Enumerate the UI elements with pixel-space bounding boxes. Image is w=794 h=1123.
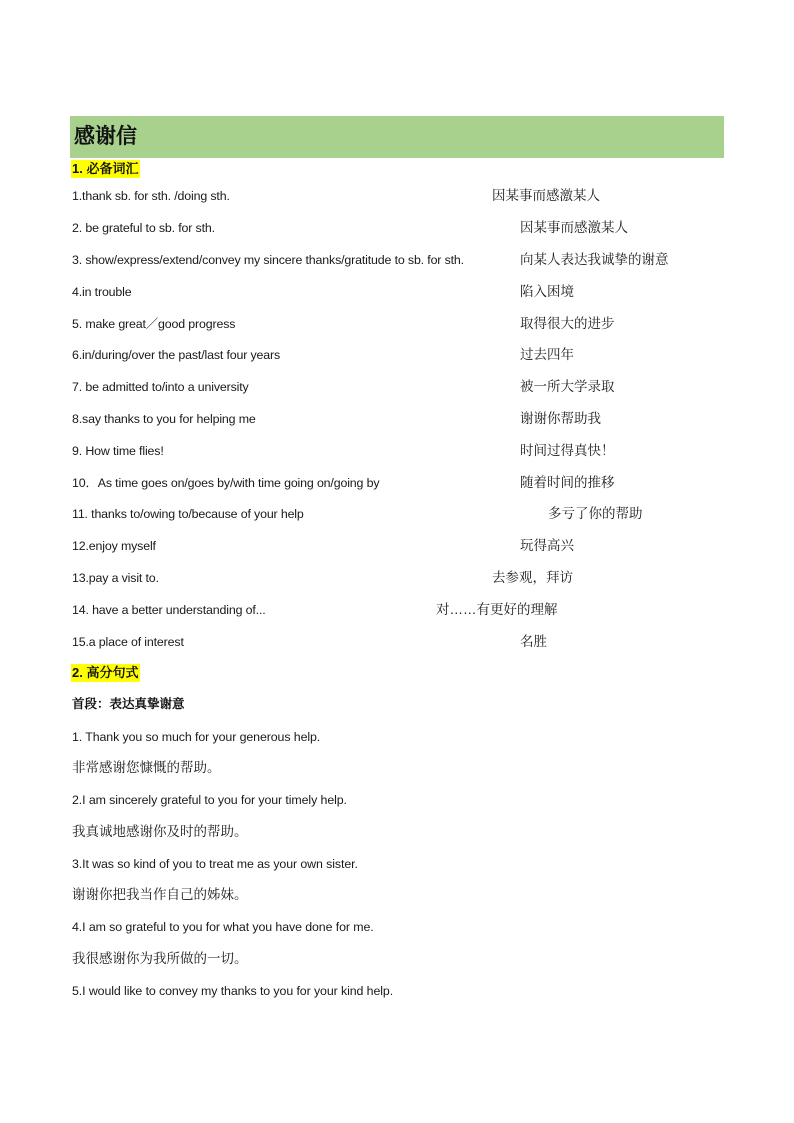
vocab-english: 2. be grateful to sb. for sth.: [72, 221, 215, 235]
vocab-english: 9. How time flies!: [72, 444, 164, 458]
vocab-english: 7. be admitted to/into a university: [72, 380, 249, 394]
vocab-chinese: 对……有更好的理解: [436, 602, 558, 617]
vocab-english: 14. have a better understanding of...: [72, 603, 266, 617]
vocab-chinese: 因某事而感激某人: [520, 220, 628, 235]
section-heading-vocabulary: 1. 必备词汇: [72, 161, 139, 176]
sentence-english: 1. Thank you so much for your generous help.: [72, 730, 321, 744]
vocab-chinese: 玩得高兴: [520, 538, 574, 553]
vocab-english: 13.pay a visit to.: [72, 571, 159, 585]
vocab-english: 10．As time goes on/goes by/with time going on/going by: [72, 476, 380, 490]
vocab-row: [0, 250, 794, 270]
vocab-chinese: 过去四年: [520, 347, 574, 362]
vocab-row: [0, 409, 794, 429]
vocab-english: 3. show/express/extend/convey my sincere thanks/gratitude to sb. for sth.: [72, 253, 464, 267]
vocab-row: [0, 536, 794, 556]
vocab-chinese: 时间过得真快！: [520, 443, 615, 458]
vocab-row: [0, 504, 794, 524]
vocab-english: 12.enjoy myself: [72, 539, 156, 553]
vocab-chinese: 被一所大学录取: [520, 379, 615, 394]
vocab-row: [0, 600, 794, 620]
vocab-chinese: 取得很大的进步: [520, 316, 615, 331]
vocab-row: [0, 282, 794, 302]
vocab-row: [0, 218, 794, 238]
sentence-chinese: 谢谢你把我当作自己的姊妹。: [72, 887, 248, 902]
vocab-chinese: 多亏了你的帮助: [548, 506, 643, 521]
vocab-chinese: 随着时间的推移: [520, 475, 615, 490]
vocab-english: 15.a place of interest: [72, 635, 184, 649]
section-heading-sentences: 2. 高分句式: [72, 665, 139, 680]
subheading-opening-paragraph: 首段：表达真挚谢意: [72, 697, 185, 711]
vocab-row: [0, 377, 794, 397]
vocab-chinese: 去参观，拜访: [492, 570, 573, 585]
page-title: 感谢信: [70, 116, 724, 158]
sentence-chinese: 我真诚地感谢你及时的帮助。: [72, 824, 248, 839]
sentence-chinese: 我很感谢你为我所做的一切。: [72, 951, 248, 966]
vocab-english: 11. thanks to/owing to/because of your help: [72, 507, 304, 521]
vocab-english: 5. make great／good progress: [72, 317, 236, 331]
sentence-english: 4.I am so grateful to you for what you have done for me.: [72, 920, 374, 934]
vocab-english: 1.thank sb. for sth. /doing sth.: [72, 189, 230, 203]
vocab-row: [0, 314, 794, 334]
vocab-row: [0, 186, 794, 206]
sentence-chinese: 非常感谢您慷慨的帮助。: [72, 760, 221, 775]
vocab-row: [0, 345, 794, 365]
vocab-chinese: 因某事而感激某人: [492, 188, 600, 203]
vocab-chinese: 向某人表达我诚挚的谢意: [520, 252, 669, 267]
sentence-english: 5.I would like to convey my thanks to you for your kind help.: [72, 984, 394, 998]
vocab-row: [0, 473, 794, 493]
sentence-english: 3.It was so kind of you to treat me as your own sister.: [72, 857, 358, 871]
vocab-row: [0, 568, 794, 588]
vocab-chinese: 陷入困境: [520, 284, 574, 299]
vocab-chinese: 名胜: [520, 634, 547, 649]
vocab-chinese: 谢谢你帮助我: [520, 411, 601, 426]
sentence-english: 2.I am sincerely grateful to you for your timely help.: [72, 793, 347, 807]
vocab-row: [0, 632, 794, 652]
vocab-row: [0, 441, 794, 461]
vocab-english: 6.in/during/over the past/last four years: [72, 348, 281, 362]
vocab-english: 4.in trouble: [72, 285, 132, 299]
vocab-english: 8.say thanks to you for helping me: [72, 412, 256, 426]
